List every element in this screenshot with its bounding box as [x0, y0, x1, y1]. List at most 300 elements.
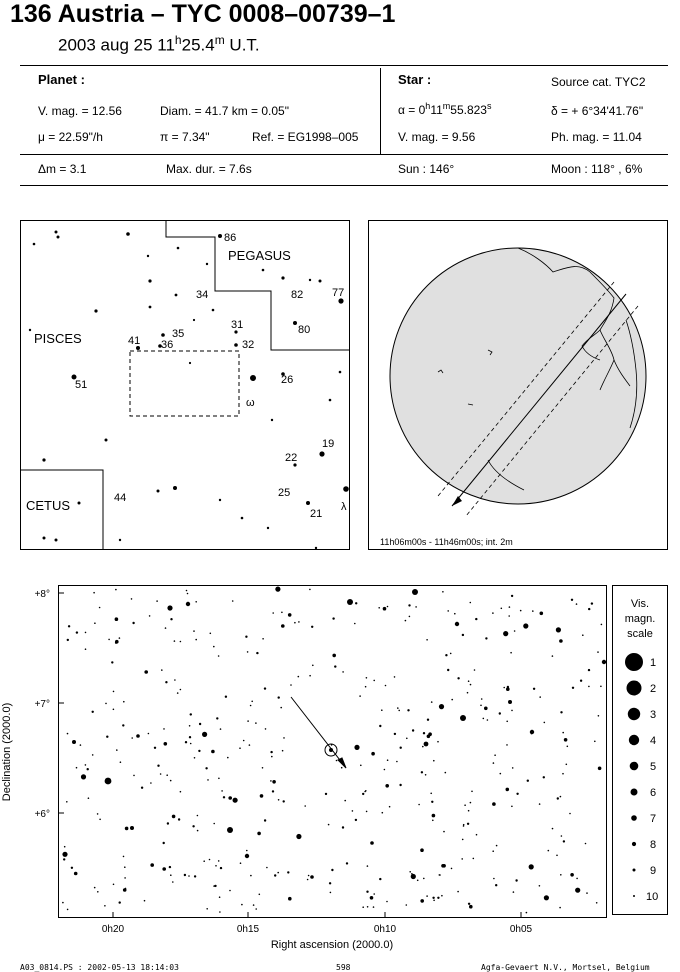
background-star — [511, 710, 513, 712]
background-star — [451, 868, 453, 870]
background-star — [480, 705, 482, 707]
background-star — [290, 684, 292, 686]
background-star — [516, 793, 518, 795]
background-star — [330, 892, 332, 894]
background-star — [379, 725, 381, 727]
background-star — [484, 707, 488, 711]
background-star — [72, 740, 76, 744]
background-star — [172, 881, 174, 883]
background-star — [203, 860, 205, 862]
background-star — [188, 875, 190, 877]
scale-title: Vis. — [630, 598, 650, 610]
background-star — [272, 780, 276, 784]
background-star — [150, 782, 152, 784]
background-star — [366, 891, 368, 893]
star-phmag: Ph. mag. = 11.04 — [551, 130, 642, 144]
footer-page: 598 — [336, 963, 351, 972]
background-star — [141, 787, 143, 789]
background-star — [165, 627, 167, 629]
background-star — [256, 652, 258, 654]
star-label: 31 — [231, 319, 244, 331]
background-star — [265, 728, 267, 730]
background-star — [57, 236, 60, 239]
background-star — [172, 815, 176, 819]
info-top-rule — [20, 65, 668, 66]
background-star — [315, 547, 317, 549]
background-star — [239, 747, 241, 749]
background-star — [397, 707, 399, 709]
background-star — [218, 860, 220, 862]
background-star — [468, 810, 470, 812]
background-star — [131, 737, 133, 739]
background-star — [560, 796, 562, 798]
background-star — [342, 671, 344, 673]
background-star — [431, 801, 433, 803]
planet-heading: Planet : — [38, 72, 85, 87]
background-star — [233, 798, 238, 803]
background-star — [55, 231, 58, 234]
background-star — [467, 823, 469, 825]
background-star — [157, 490, 160, 493]
constellation-pisces: PISCES — [34, 331, 82, 346]
background-star — [520, 610, 522, 612]
background-star — [384, 769, 386, 771]
background-star — [394, 676, 396, 678]
background-star — [43, 537, 46, 540]
star-label: 82 — [291, 289, 304, 301]
background-star — [412, 729, 414, 731]
footer-file: A03_0814.PS : 2002-05-13 18:14:03 — [20, 963, 179, 972]
dec-tick-label: +6° — [34, 809, 50, 820]
background-star — [154, 747, 156, 749]
background-star — [597, 651, 599, 653]
background-star — [359, 695, 361, 697]
background-star — [437, 897, 439, 899]
background-star — [457, 677, 459, 679]
background-star — [510, 652, 512, 654]
ra-tick-label: 0h10 — [373, 924, 397, 935]
magnitude-scale — [612, 585, 668, 915]
info-bottom-rule — [20, 185, 668, 186]
background-star — [211, 750, 215, 754]
background-star — [124, 877, 126, 879]
background-star — [106, 736, 108, 738]
background-star — [180, 791, 182, 793]
background-star — [432, 814, 436, 818]
background-star — [62, 852, 67, 857]
source-catalog: Source cat. TYC2 — [551, 75, 646, 89]
star-label: ω — [246, 397, 255, 409]
background-star — [560, 711, 562, 713]
background-star — [122, 724, 124, 726]
star-label: 25 — [278, 487, 291, 499]
background-star — [63, 858, 65, 860]
background-star — [165, 681, 167, 683]
background-star — [241, 517, 244, 520]
background-star — [346, 862, 348, 864]
background-star — [319, 451, 324, 456]
globe-caption: 11h06m00s - 11h46m00s; int. 2m — [380, 537, 513, 547]
background-star — [195, 639, 197, 641]
background-star — [264, 687, 266, 689]
background-star — [185, 741, 187, 743]
star-label: 86 — [224, 232, 237, 244]
background-star — [371, 752, 375, 756]
star-label: 32 — [242, 339, 255, 351]
background-star — [338, 298, 343, 303]
background-star — [262, 638, 264, 640]
ra-tick-label: 0h20 — [101, 924, 125, 935]
background-star — [354, 745, 359, 750]
background-star — [508, 700, 512, 704]
background-star — [329, 399, 332, 402]
background-star — [385, 685, 387, 687]
background-star — [532, 610, 534, 612]
background-star — [386, 901, 388, 903]
background-star — [420, 899, 424, 903]
background-star — [508, 615, 510, 617]
background-star — [156, 600, 158, 602]
background-star — [387, 606, 389, 608]
background-star — [220, 728, 222, 730]
background-star — [169, 866, 171, 868]
background-star — [280, 707, 282, 709]
background-star — [271, 756, 273, 758]
background-star — [445, 654, 447, 656]
background-star — [195, 601, 197, 603]
scale-mag-dot — [633, 869, 636, 872]
background-star — [475, 618, 477, 620]
background-star — [71, 867, 73, 869]
background-star — [92, 711, 94, 713]
background-star — [131, 598, 133, 600]
background-star — [572, 687, 574, 689]
background-star — [283, 800, 285, 802]
background-star — [405, 620, 407, 622]
background-star — [307, 879, 309, 881]
background-star — [539, 803, 541, 805]
background-star — [105, 703, 107, 705]
background-star — [132, 622, 134, 624]
background-star — [202, 732, 207, 737]
background-star — [431, 701, 433, 703]
background-star — [544, 895, 549, 900]
background-star — [409, 871, 411, 873]
background-star — [150, 863, 154, 867]
background-star — [428, 732, 432, 736]
background-star — [209, 859, 211, 861]
background-star — [354, 623, 356, 625]
background-star — [319, 280, 322, 283]
background-star — [240, 862, 242, 864]
background-star — [246, 850, 248, 852]
info-mid-rule — [20, 154, 668, 155]
scale-mag-dot — [629, 735, 639, 745]
background-star — [339, 371, 342, 374]
background-star — [582, 634, 584, 636]
star-label: 21 — [310, 508, 323, 520]
background-star — [407, 709, 409, 711]
background-star — [417, 880, 419, 882]
background-star — [396, 761, 398, 763]
background-star — [170, 780, 172, 782]
background-star — [250, 875, 252, 877]
background-star — [496, 845, 498, 847]
background-star — [409, 616, 411, 618]
background-star — [563, 840, 565, 842]
background-star — [512, 767, 514, 769]
background-star — [130, 826, 134, 830]
background-star — [523, 623, 528, 628]
background-star — [366, 811, 368, 813]
background-star — [355, 602, 357, 604]
background-star — [167, 605, 172, 610]
background-star — [420, 848, 424, 852]
background-star — [125, 888, 127, 890]
background-star — [119, 539, 121, 541]
background-star — [219, 911, 221, 913]
star-ra: $\alpha = 0^h11^m55.823^s$ — [398, 101, 492, 117]
background-star — [543, 776, 545, 778]
background-star — [370, 896, 374, 900]
background-star — [365, 790, 367, 792]
background-star — [437, 741, 439, 743]
scale-mag-label: 2 — [650, 683, 657, 695]
background-star — [187, 593, 189, 595]
star-label: 26 — [281, 374, 294, 386]
background-star — [559, 639, 563, 643]
background-star — [309, 589, 311, 591]
background-star — [278, 696, 280, 698]
background-star — [177, 247, 180, 250]
background-star — [421, 771, 423, 773]
background-star — [170, 618, 172, 620]
background-star — [245, 854, 249, 858]
background-star — [62, 902, 64, 904]
earth-globe — [390, 248, 646, 504]
background-star — [249, 744, 251, 746]
background-star — [270, 751, 272, 753]
background-star — [355, 819, 357, 821]
background-star — [381, 709, 383, 711]
background-star — [594, 741, 596, 743]
planet-vmag: V. mag. = 12.56 — [38, 104, 122, 118]
background-star — [514, 630, 516, 632]
background-star — [186, 602, 190, 606]
background-star — [598, 767, 602, 771]
background-star — [262, 269, 265, 272]
background-star — [115, 640, 119, 644]
background-star — [189, 362, 191, 364]
scale-title: magn. — [624, 613, 656, 625]
background-star — [463, 824, 465, 826]
background-star — [506, 721, 508, 723]
background-star — [362, 793, 364, 795]
background-star — [556, 855, 558, 857]
background-star — [272, 612, 274, 614]
background-star — [119, 901, 121, 903]
background-star — [120, 761, 122, 763]
star-label: 34 — [196, 289, 209, 301]
background-star — [567, 746, 569, 748]
background-star — [29, 329, 31, 331]
background-star — [247, 720, 249, 722]
scale-mag-dot — [631, 789, 638, 796]
background-star — [123, 856, 125, 858]
background-star — [470, 684, 472, 686]
background-star — [87, 768, 89, 770]
background-star — [218, 234, 222, 238]
background-star — [432, 820, 434, 822]
background-star — [223, 796, 225, 798]
background-star — [601, 624, 603, 626]
background-star — [76, 631, 78, 633]
scale-mag-label: 4 — [650, 735, 657, 747]
background-star — [575, 888, 580, 893]
background-star — [227, 757, 229, 759]
background-star — [476, 834, 478, 836]
background-star — [116, 749, 118, 751]
background-star — [85, 648, 87, 650]
background-star — [360, 765, 362, 767]
background-star — [451, 699, 453, 701]
background-star — [306, 501, 310, 505]
background-star — [586, 892, 588, 894]
background-star — [576, 878, 578, 880]
background-star — [277, 872, 279, 874]
background-star — [470, 802, 472, 804]
background-star — [177, 692, 179, 694]
background-star — [454, 613, 456, 615]
background-star — [342, 826, 344, 828]
sun-elongation: Sun : 146° — [398, 162, 455, 176]
background-star — [294, 622, 296, 624]
background-star — [470, 602, 472, 604]
background-star — [495, 884, 497, 886]
background-star — [485, 637, 487, 639]
star-dec: δ = + 6°34'41.76" — [551, 104, 644, 118]
background-star — [123, 701, 125, 703]
background-star — [464, 804, 466, 806]
constellation-cetus: CETUS — [26, 498, 71, 513]
background-star — [379, 878, 381, 880]
background-star — [312, 665, 314, 667]
background-star — [423, 878, 425, 880]
background-star — [564, 738, 568, 742]
scale-mag-dot — [625, 653, 643, 671]
star-label: λ — [341, 501, 347, 513]
background-star — [257, 832, 261, 836]
background-star — [562, 773, 564, 775]
y-axis-label: Declination (2000.0) — [1, 702, 13, 802]
background-star — [433, 900, 435, 902]
scale-mag-dot — [628, 708, 640, 720]
background-star — [415, 606, 417, 608]
background-star — [471, 791, 473, 793]
background-star — [566, 764, 568, 766]
background-star — [213, 646, 215, 648]
background-star — [190, 713, 192, 715]
scale-mag-dot — [627, 681, 642, 696]
background-star — [164, 742, 168, 746]
background-star — [234, 343, 238, 347]
background-star — [588, 686, 590, 688]
background-star — [362, 906, 364, 908]
background-star — [198, 750, 200, 752]
background-star — [229, 890, 231, 892]
planet-diameter: Diam. = 41.7 km = 0.05" — [160, 104, 289, 118]
event-datetime: 2003 aug 25 11$^h$25.4$^m$ U.T. — [58, 33, 260, 55]
background-star — [503, 631, 508, 636]
background-star — [225, 696, 227, 698]
background-star — [115, 589, 117, 591]
background-star — [309, 279, 311, 281]
background-star — [173, 486, 177, 490]
background-star — [255, 908, 257, 910]
background-star — [400, 747, 402, 749]
background-star — [569, 813, 571, 815]
background-star — [205, 767, 207, 769]
background-star — [442, 591, 444, 593]
background-star — [600, 686, 602, 688]
background-star — [288, 897, 292, 901]
background-star — [163, 842, 165, 844]
star-label: 36 — [161, 339, 174, 351]
background-star — [281, 624, 285, 628]
background-star — [162, 867, 166, 871]
scale-mag-label: 5 — [650, 761, 657, 773]
background-star — [275, 587, 280, 592]
background-star — [206, 263, 208, 265]
background-star — [529, 864, 534, 869]
background-star — [469, 905, 473, 909]
background-star — [439, 704, 444, 709]
background-star — [259, 894, 261, 896]
background-star — [334, 665, 336, 667]
background-star — [67, 909, 69, 911]
background-star — [383, 607, 387, 611]
background-star — [207, 779, 209, 781]
background-star — [441, 864, 445, 868]
background-star — [232, 600, 234, 602]
star-vmag: V. mag. = 9.56 — [398, 130, 476, 144]
background-star — [526, 912, 528, 914]
background-star — [373, 680, 375, 682]
background-star — [267, 527, 269, 529]
background-star — [462, 839, 464, 841]
background-star — [113, 884, 115, 886]
background-star — [367, 906, 369, 908]
background-star — [193, 319, 195, 321]
background-star — [282, 750, 284, 752]
background-star — [74, 872, 78, 876]
background-star — [288, 613, 292, 617]
background-star — [432, 897, 434, 899]
background-star — [298, 621, 300, 623]
background-star — [548, 850, 550, 852]
background-star — [499, 712, 501, 714]
background-star — [506, 788, 510, 792]
scale-mag-label: 3 — [650, 709, 657, 721]
background-star — [281, 276, 284, 279]
background-star — [552, 828, 554, 830]
background-star — [426, 639, 428, 641]
background-star — [457, 891, 459, 893]
background-star — [424, 742, 429, 747]
background-star — [206, 908, 208, 910]
background-star — [144, 900, 146, 902]
background-star — [219, 499, 221, 501]
